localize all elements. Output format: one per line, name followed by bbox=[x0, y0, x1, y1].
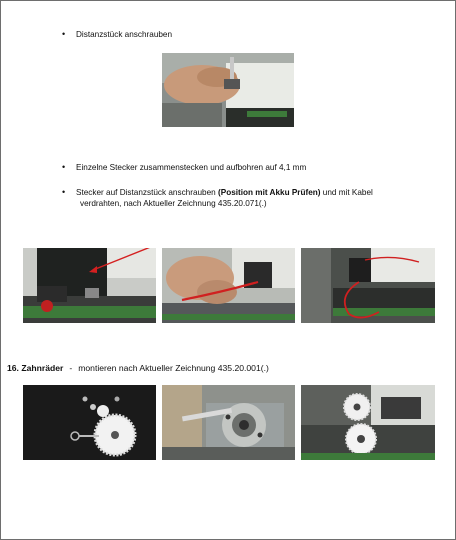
photo-connector-position bbox=[23, 248, 156, 323]
bullet-stecker-zusammenstecken bbox=[62, 162, 436, 173]
bullet-text: Einzelne Stecker zusammenstecken und aufbohren auf 4,1 mm bbox=[76, 163, 307, 172]
bullet-text: Distanzstück anschrauben bbox=[76, 30, 173, 39]
photo-screwing-spacer bbox=[162, 53, 294, 127]
bullet-dot: • bbox=[62, 29, 66, 39]
bullet-stecker-anschrauben bbox=[62, 187, 446, 209]
bullet-dot: • bbox=[62, 187, 66, 197]
section-number: 16. Zahnräder bbox=[7, 363, 64, 373]
bullet-text-c: verdrahten, nach Aktueller Zeichnung 435.20.071(.) bbox=[80, 199, 267, 208]
photo-gear-parts bbox=[23, 385, 156, 460]
photo-gears-mounted bbox=[301, 385, 435, 460]
section-separator: - bbox=[69, 363, 73, 373]
bullet-distanzstueck bbox=[62, 29, 173, 40]
section-heading-zahnraeder bbox=[7, 363, 269, 373]
bullet-text-b: und mit Kabel bbox=[320, 188, 373, 197]
bullet-text-a: Stecker auf Distanzstück anschrauben bbox=[76, 188, 218, 197]
bullet-dot: • bbox=[62, 162, 66, 172]
photo-cable-wiring bbox=[162, 248, 295, 323]
section-text: montieren nach Aktueller Zeichnung 435.20.001(.) bbox=[78, 363, 269, 373]
photo-gear-shaft-mounting bbox=[162, 385, 295, 460]
photo-wired-connector bbox=[301, 248, 435, 323]
bullet-text-bold: (Position mit Akku Prüfen) bbox=[218, 188, 321, 197]
